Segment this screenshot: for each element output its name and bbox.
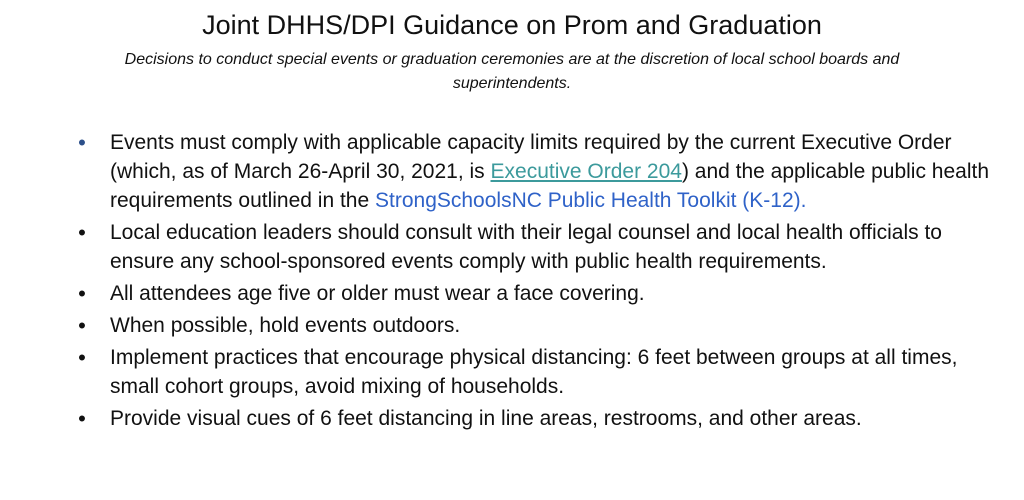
bullet-icon: •	[78, 313, 86, 338]
toolkit-link[interactable]: StrongSchoolsNC Public Health Toolkit (K-12).	[375, 189, 807, 212]
guidance-list	[74, 128, 994, 436]
item-text: All attendees age five or older must wear a face covering.	[110, 282, 645, 305]
bullet-icon: •	[78, 345, 86, 370]
page-subtitle: Decisions to conduct special events or graduation ceremonies are at the discretion of local school boards and superintendents.	[124, 51, 900, 92]
list-item	[74, 311, 994, 340]
page-title: Joint DHHS/DPI Guidance on Prom and Graduation	[202, 10, 822, 40]
bullet-icon: •	[78, 281, 86, 306]
item-text: ) and the applicable public health requirements outlined in the	[110, 160, 990, 212]
bullet-icon: •	[78, 406, 86, 431]
list-item	[74, 128, 994, 215]
executive-order-link[interactable]: Executive Order 204	[490, 160, 682, 183]
list-item	[74, 343, 994, 401]
list-item	[74, 404, 994, 433]
item-text: Provide visual cues of 6 feet distancing in line areas, restrooms, and other areas.	[110, 407, 862, 430]
item-text: Local education leaders should consult with their legal counsel and local health officials to ensure any school-sponsored events comply with public health requirements.	[110, 221, 942, 273]
bullet-icon: •	[78, 130, 86, 155]
item-text: Events must comply with applicable capacity limits required by the current Executive Order (which, as of March 26-April 30, 2021, is	[110, 131, 952, 183]
bullet-icon: •	[78, 220, 86, 245]
list-item	[74, 218, 994, 276]
item-text: When possible, hold events outdoors.	[110, 314, 461, 337]
item-text: Implement practices that encourage physical distancing: 6 feet between groups at all times, small cohort groups, avoid mixing of households.	[110, 346, 958, 398]
list-item	[74, 279, 994, 308]
